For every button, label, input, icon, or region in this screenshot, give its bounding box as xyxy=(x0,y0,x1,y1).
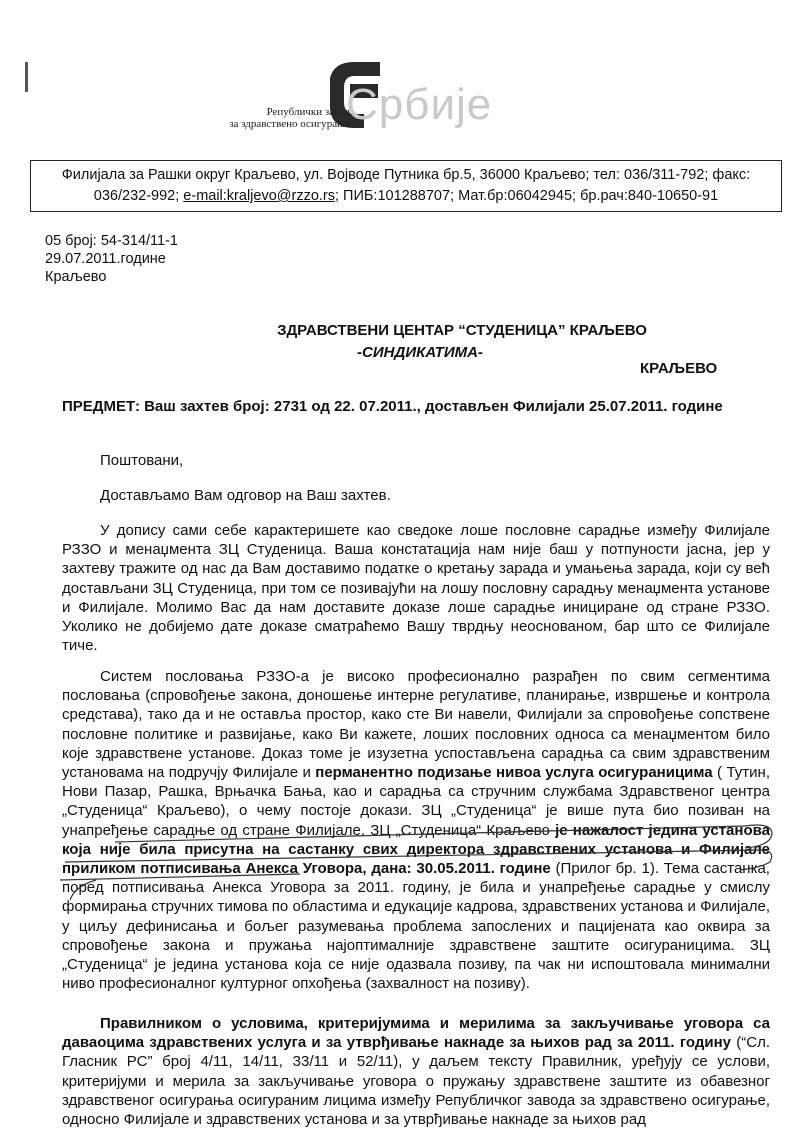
addressee-city: КРАЉЕВО xyxy=(640,360,718,377)
logo-word: Србије xyxy=(346,80,493,129)
emphasis-absence: је нажалост једина установа која није била присутна на састанку свих директора здравствених установа и Филијале приликом потписивања Анекса Уговора, дана: 30.05.2011. године xyxy=(62,821,770,878)
institution-logo xyxy=(200,56,493,146)
salutation: Поштовани, xyxy=(100,452,184,469)
emphasis-service-level: перманентно подизање нивоа услуга осигураницима xyxy=(315,764,713,782)
header-line-2: 036/232-992; e-mail:kraljevo@rzzo.rs; ПИБ:101288707; Мат.бр:06042945; бр.рач:840-10650-91 xyxy=(93,188,719,204)
paragraph-1: У допису сами себе карактеришете као сведоке лоше пословне сарадње између Филијале РЗЗО и менаџмента ЗЦ Студеница. Ваша констатација нам није баш у потпуности јасна, јер у захтеву тражите од нас да Вам доставимо податке о кретању зарада и умањења зарада, који су већ достављани ЗЦ Студеница, при том се позивајући на лошу пословну сарадњу менаџмента установе и Филијале. Молимо Вас да нам доставите доказе лоше сарадње инициране од стране РЗЗО. Уколико не добијемо дате доказе сматраћемо Вашу тврдњу неоснованом, бар што се Филијале тиче. xyxy=(62,522,770,655)
reference-city: Краљево xyxy=(45,269,107,285)
reference-block xyxy=(45,232,178,286)
reference-number: 05 број: 54-314/11-1 xyxy=(45,233,178,249)
addressee-line-2: -СИНДИКАТИМА- xyxy=(357,344,483,361)
branch-header-box xyxy=(30,160,782,212)
logo-org-name: Републички завод за здравствено осигурање xyxy=(229,106,350,130)
emphasis-rulebook: Правилником о условима, критеријумима и мерилима за закључивање уговора са даваоцима здравствених услуга и за утврђивање накнаде за њихов рад за 2011. годину xyxy=(62,1015,770,1052)
subject-line: ПРЕДМЕТ: Ваш захтев број: 2731 од 22. 07.2011., достављен Филијали 25.07.2011. године xyxy=(62,398,723,415)
intro-sentence: Достављамо Вам одговор на Ваш захтев. xyxy=(100,487,391,504)
reference-date: 29.07.2011.године xyxy=(45,251,166,267)
email-link[interactable]: e-mail:kraljevo@rzzo.rs xyxy=(183,188,335,204)
paragraph-2: Систем пословања РЗЗО-а је високо професионално разрађен по свим сегментима пословања (спровођење закона, доношење интерне регулативе, планирање, извршење и контрола средстава), тако да и не оставља простор, како сте Ви навели, Филијали за спровођење сопствене пословне политике и развијање, како Ви кажете, лоших пословних односа са менаџментом било које здравствене установе. Доказ томе је изузетна успостављена сарадња са свим здравственим установама на подручју Филијале и перманентно подизање нивоа услуга осигураницима ( Тутин, Нови Пазар, Рашка, Врњачка Бања, као и сарадња са стручним службама Здравственог центра „Студеница“ Краљево), о чему постоје докази. ЗЦ „Студеница“ је више пута био позиван на унапређење сарадње од стране Филијале. ЗЦ „Студеница“ Краљево је нажалост једина установа која није била присутна на састанку свих директора здравствених установа и Филијале приликом потписивања Анекса Уговора, дана: 30.05.2011. године (Прилог бр. 1). Тема састанка, поред потписивања Анекса Уговора за 2011. годину, је била и унапређење сарадње у смислу формирања стручних тимова по областима и едукације кадрова, здравствених установа и Филијале, у циљу дефинисања и бољег разумевања проблема запослених и пацијената као оквира за спровођење закона и пружања најоптималније здравствене заштите осигураницима. ЗЦ „Студеница“ је једина установа која се није одазвала позиву, па чак ни испоштовала минимални ниво професионалног културног опхођења (захвалност на позиву). xyxy=(62,668,770,993)
paragraph-3: Правилником о условима, критеријумима и мерилима за закључивање уговора са даваоцима здравствених услуга и за утврђивање накнаде за њихов рад за 2011. годину (“Сл. Гласник РС” број 4/11, 14/11, 33/11 и 52/11), у даљем тексту Правилник, уређују се услови, критеријуми и мерила за закључивање уговора о пружању здравствене заштите из обавезног здравственог осигурања осигураним лицима између Републичког завода за здравствено осигурање, односно Филијале и здравствених установа и за утврђивање накнаде за њихов рад xyxy=(62,1015,770,1128)
header-line-1: Филијала за Рашки округ Краљево, ул. Војводе Путника бр.5, 36000 Краљево; тел: 036/311-792; факс: xyxy=(61,167,751,183)
scan-edge-mark xyxy=(22,62,32,92)
addressee-line-1: ЗДРАВСТВЕНИ ЦЕНТАР “СТУДЕНИЦА” КРАЉЕВО xyxy=(277,322,647,339)
